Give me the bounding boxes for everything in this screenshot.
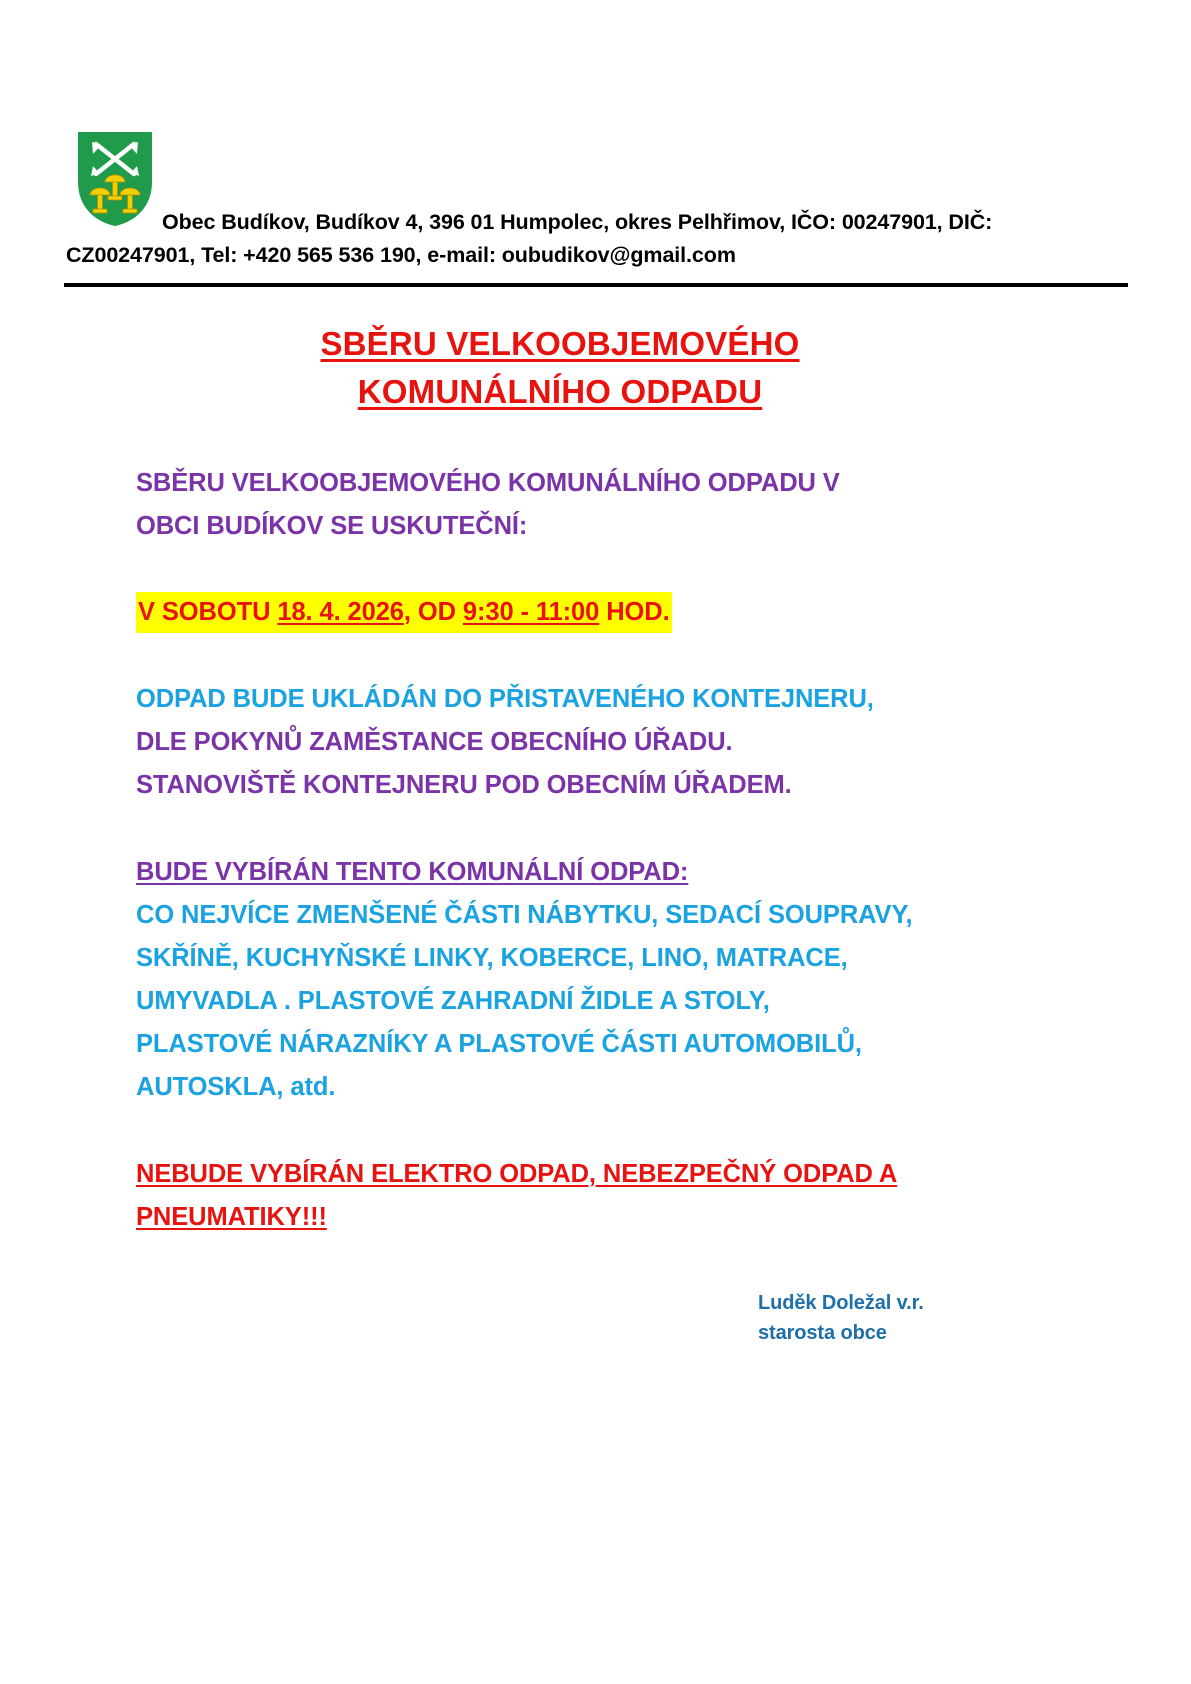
- accepted-waste-section: [136, 851, 1096, 1109]
- document-body: [136, 462, 1096, 1239]
- page-title-line-2: KOMUNÁLNÍHO ODPADU: [357, 373, 763, 410]
- rejected-waste-line-2: PNEUMATIKY!!!: [136, 1203, 327, 1231]
- page-title: [0, 320, 1120, 416]
- accepted-waste-item: SKŘÍNĚ, KUCHYŇSKÉ LINKY, KOBERCE, LINO, MATRACE,: [136, 944, 848, 972]
- intro-line-1: SBĚRU VELKOOBJEMOVÉHO KOMUNÁLNÍHO ODPADU V: [136, 469, 840, 497]
- spacer-2: [136, 634, 1096, 678]
- accepted-waste-item: UMYVADLA . PLASTOVÉ ZAHRADNÍ ŽIDLE A STOLY,: [136, 987, 770, 1015]
- spacer-4: [136, 1109, 1096, 1153]
- instructions-line-1: ODPAD BUDE UKLÁDÁN DO PŘISTAVENÉHO KONTEJNERU,: [136, 685, 874, 713]
- instructions-line-3: STANOVIŠTĚ KONTEJNERU POD OBECNÍM ÚŘADEM.: [136, 771, 792, 799]
- event-datetime-line: [136, 591, 1096, 634]
- header-divider: [64, 283, 1128, 287]
- page-title-line-1: SBĚRU VELKOOBJEMOVÉHO: [320, 325, 800, 362]
- letterhead-address: [66, 206, 1124, 272]
- event-suffix: HOD.: [599, 598, 670, 626]
- event-datetime-highlight: [136, 592, 672, 633]
- event-time: 9:30 - 11:00: [462, 598, 600, 626]
- signature-block: [758, 1288, 1088, 1348]
- signature-role: starosta obce: [758, 1322, 887, 1344]
- instructions-paragraph: [136, 678, 1096, 807]
- spacer-1: [136, 548, 1096, 591]
- accepted-waste-item: AUTOSKLA, atd.: [136, 1073, 336, 1101]
- intro-line-2: OBCI BUDÍKOV SE USKUTEČNÍ:: [136, 512, 528, 540]
- event-prefix: V SOBOTU: [138, 598, 278, 626]
- letterhead-line-1: Obec Budíkov, Budíkov 4, 396 01 Humpolec, okres Pelhřimov, IČO: 00247901, DIČ:: [162, 210, 993, 234]
- letterhead-line-2: CZ00247901, Tel: +420 565 536 190, e-mail: oubudikov@gmail.com: [66, 243, 736, 267]
- instructions-line-2: DLE POKYNŮ ZAMĚSTANCE OBECNÍHO ÚŘADU.: [136, 728, 733, 756]
- event-date: 18. 4. 2026: [277, 598, 404, 626]
- rejected-waste-section: [136, 1153, 1096, 1239]
- spacer-3: [136, 807, 1096, 851]
- accepted-waste-item: PLASTOVÉ NÁRAZNÍKY A PLASTOVÉ ČÁSTI AUTOMOBILŮ,: [136, 1030, 862, 1058]
- rejected-waste-line-1: NEBUDE VYBÍRÁN ELEKTRO ODPAD, NEBEZPEČNÝ ODPAD A: [136, 1160, 898, 1188]
- accepted-waste-item: CO NEJVÍCE ZMENŠENÉ ČÁSTI NÁBYTKU, SEDACÍ SOUPRAVY,: [136, 901, 913, 929]
- intro-paragraph: [136, 462, 1096, 548]
- signature-name: Luděk Doležal v.r.: [758, 1292, 924, 1314]
- accepted-waste-heading: BUDE VYBÍRÁN TENTO KOMUNÁLNÍ ODPAD:: [136, 858, 689, 886]
- event-middle: , OD: [403, 598, 463, 626]
